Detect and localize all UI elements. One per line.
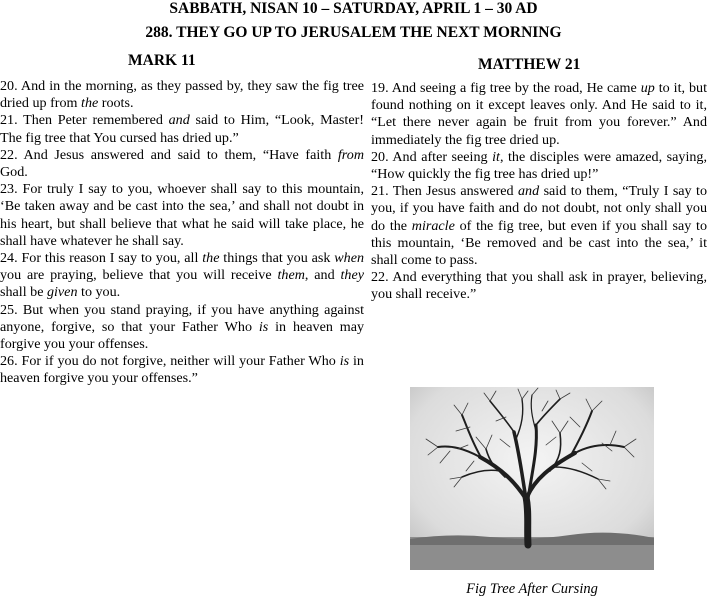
verse <box>0 147 364 181</box>
verse-text: you are praying, believe that you will receive <box>0 267 278 284</box>
verse-text: 21. Then Peter remembered <box>0 112 169 129</box>
verse-text: 25. But when you stand praying, if you have anything against anyone, forgive, so that your Father Who <box>0 301 364 335</box>
verse-italic-text: and <box>518 183 540 200</box>
verse-italic-text: and <box>168 112 190 129</box>
verse <box>0 78 364 112</box>
fig-tree-photo <box>410 387 654 570</box>
verse-text: , and <box>304 267 341 284</box>
verse-text: 21. Then Jesus answered <box>371 183 518 200</box>
verse-text: , the disciples were amazed, saying, “How quickly the fig tree has dried up!” <box>371 148 707 183</box>
verse <box>371 183 707 269</box>
mark-column-title: MARK 11 <box>128 52 196 69</box>
verse-text: 19. And seeing a fig tree by the road, He came <box>371 80 641 96</box>
verse-text: 24. For this reason I say to you, all <box>0 250 203 267</box>
verse-text: 23. For truly I say to you, whoever shall say to this mountain, ‘Be taken away and be cast into the sea,’ and shall not doubt in his heart, but shall believe that what he said will take place, he shall have whatever he shall say. <box>0 181 364 249</box>
verse-italic-text: the <box>81 95 99 112</box>
verse-text: shall be <box>0 284 47 301</box>
verse-italic-text: is <box>258 318 269 335</box>
verse <box>0 112 364 146</box>
verse-italic-text: when <box>334 250 364 267</box>
photo-caption: Fig Tree After Cursing <box>466 581 598 597</box>
verse-text: God. <box>0 164 28 181</box>
verse <box>0 353 364 387</box>
verse-text: in heaven forgive you your offenses.” <box>0 353 364 387</box>
verse <box>371 269 707 303</box>
verse <box>371 149 707 183</box>
verse-text: 26. For if you do not forgive, neither will your Father Who <box>0 353 340 370</box>
verse-text: 22. And everything that you shall ask in prayer, believing, you shall receive.” <box>371 269 707 303</box>
verse-italic-text: they <box>340 267 364 284</box>
verse-text: said to Him, “Look, Master! The fig tree that You cursed has dried up.” <box>0 112 364 146</box>
verse-text: said to them, “Truly I say to you, if you have faith and do not doubt, not only shall you do the <box>371 183 707 234</box>
verse-text: to you. <box>77 284 121 301</box>
verse-text: in heaven may forgive you your offenses. <box>0 318 364 353</box>
verse-text: 20. And in the morning, as they passed by, they saw the fig tree dried up from <box>0 78 364 112</box>
mark-column <box>0 78 364 388</box>
verse-italic-text: it <box>492 148 500 165</box>
section-title: 288. THEY GO UP TO JERUSALEM THE NEXT MORNING <box>145 24 562 41</box>
verse-text: 22. And Jesus answered and said to them, “Have faith <box>0 146 338 163</box>
verse-text: of the fig tree, but even if you shall say to this mountain, ‘Be removed and be cast into the sea,’ it shall come to pass. <box>371 217 707 269</box>
verse <box>371 80 707 149</box>
page-header-date: SABBATH, NISAN 10 – SATURDAY, APRIL 1 – 30 AD <box>169 0 538 17</box>
matthew-column <box>371 80 707 304</box>
verse <box>0 250 364 302</box>
verse-italic-text: them <box>277 267 305 284</box>
verse <box>0 302 364 354</box>
verse-italic-text: miracle <box>411 217 455 234</box>
verse-text: to it, but found nothing on it except leaves only. And He said to it, “Let there never again be fruit from you forever.” And immediately the fig tree dried up. <box>371 80 707 148</box>
verse-italic-text: from <box>337 146 364 163</box>
verse-italic-text: the <box>202 250 220 267</box>
verse-text: things that you ask <box>219 250 335 267</box>
verse-italic-text: given <box>46 284 78 301</box>
matthew-column-title: MATTHEW 21 <box>478 56 581 73</box>
verse <box>0 181 364 250</box>
verse-italic-text: up <box>640 80 655 96</box>
verse-text: roots. <box>98 95 134 112</box>
verse-italic-text: is <box>339 353 350 370</box>
verse-text: 20. And after seeing <box>371 148 493 165</box>
